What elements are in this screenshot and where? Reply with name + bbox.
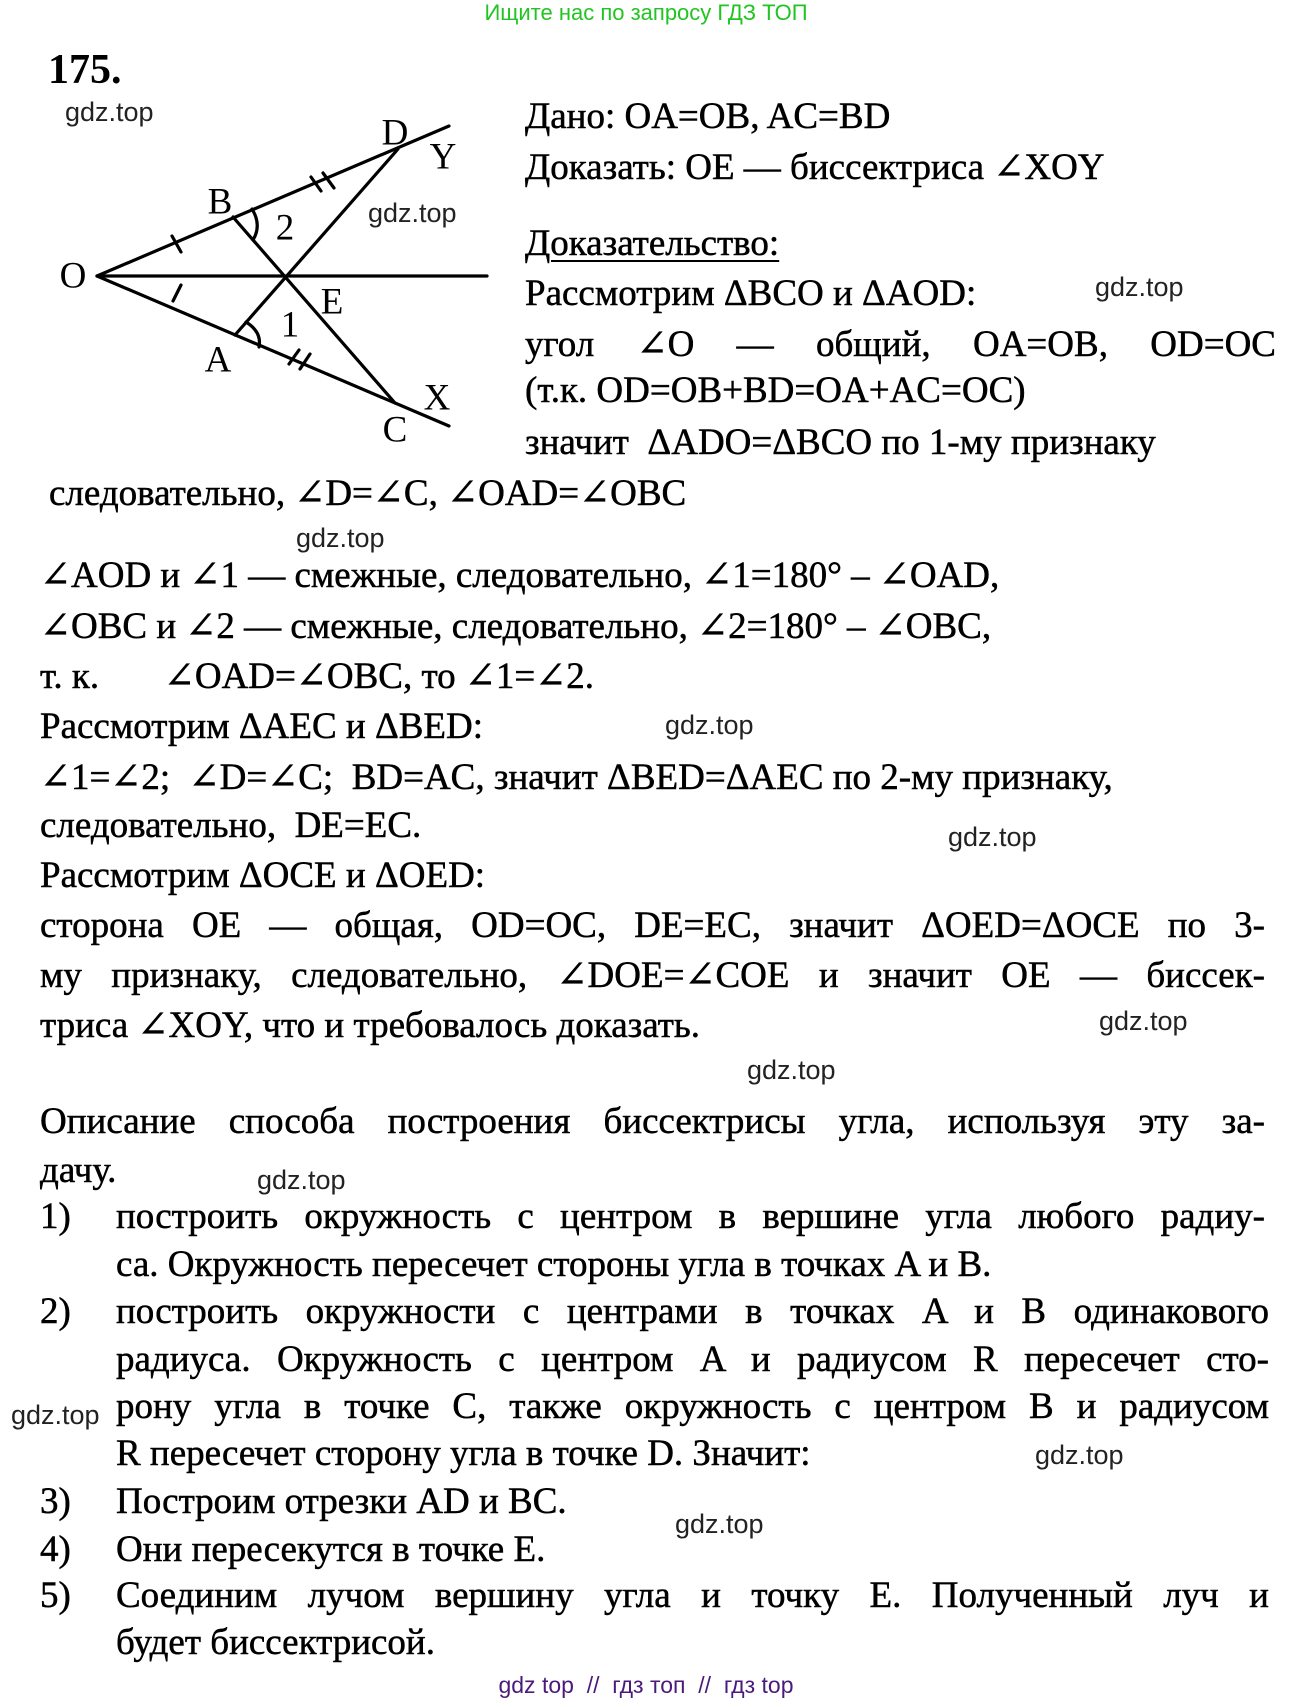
- problem-number: 175.: [48, 47, 122, 93]
- label-b: B: [207, 181, 233, 223]
- step-number: 4): [40, 1529, 71, 1570]
- search-banner: Ищите нас по запросу ГДЗ ТОП: [484, 0, 808, 25]
- step-line: Соединим лучом вершину угла и точку E. Полученный луч и: [116, 1575, 1269, 1616]
- angle-2-arc: [252, 209, 257, 240]
- proof-line: Рассмотрим ΔBCO и ΔAOD:: [525, 273, 977, 314]
- watermark: gdz.top: [11, 1400, 100, 1430]
- proof-line: сторона OE — общая, OD=OC, DE=EC, значит ΔOED=ΔOCE по 3-: [40, 905, 1265, 946]
- step-line: Они пересекутся в точке E.: [116, 1529, 546, 1570]
- proof-line: ∠AOD и ∠1 — смежные, следовательно, ∠1=180° – ∠OAD,: [40, 555, 1000, 596]
- step-line: будет биссектрисой.: [116, 1622, 435, 1663]
- proof-line: ∠1=∠2; ∠D=∠C; BD=AC, значит ΔBED=ΔAEC по 2-му признаку,: [40, 757, 1113, 798]
- watermark: gdz.top: [665, 710, 754, 740]
- watermark: gdz.top: [747, 1055, 836, 1085]
- construction-intro: Описание способа построения биссектрисы угла, используя эту за-: [40, 1101, 1265, 1142]
- footer-watermark: gdz top // гдз топ // гдз top: [498, 1672, 794, 1698]
- step-number: 2): [40, 1291, 71, 1332]
- watermark: gdz.top: [948, 822, 1037, 852]
- watermark: gdz.top: [1095, 272, 1184, 302]
- construction-intro: дачу.: [40, 1150, 117, 1191]
- proof-line: следовательно, ∠D=∠C, ∠OAD=∠OBC: [49, 473, 687, 514]
- watermark: gdz.top: [368, 198, 457, 228]
- proof-line: триса ∠XOY, что и требовалось доказать.: [40, 1005, 701, 1046]
- watermark: gdz.top: [1035, 1440, 1124, 1470]
- proof-line: Рассмотрим ΔAEC и ΔBED:: [40, 706, 484, 747]
- label-o: O: [59, 255, 87, 297]
- proof-line: (т.к. OD=OB+BD=OA+AC=OC): [525, 370, 1026, 411]
- label-angle-2: 2: [275, 207, 295, 249]
- step-number: 3): [40, 1481, 71, 1522]
- proof-line: ∠OBC и ∠2 — смежные, следовательно, ∠2=180° – ∠OBC,: [40, 606, 992, 647]
- proof-line: му признаку, следовательно, ∠DOE=∠COE и значит OE — биссек-: [40, 955, 1265, 996]
- step-line: са. Окружность пересечет стороны угла в точках A и B.: [116, 1244, 992, 1285]
- step-line: рону угла в точке C, также окружность с центром B и радиусом: [116, 1386, 1269, 1427]
- step-number: 5): [40, 1575, 71, 1616]
- proof-line: т. к. ∠OAD=∠OBC, то ∠1=∠2.: [40, 656, 595, 697]
- label-c: C: [382, 409, 408, 450]
- proof-line: значит ΔADO=ΔBCO по 1-му признаку: [525, 422, 1156, 463]
- watermark: gdz.top: [296, 523, 385, 553]
- label-y: Y: [429, 136, 457, 178]
- step-number: 1): [40, 1196, 71, 1237]
- step-line: Построим отрезки AD и BC.: [116, 1481, 567, 1522]
- proof-line: следовательно, DE=EC.: [40, 805, 422, 846]
- label-x: X: [423, 377, 451, 419]
- proof-line: угол ∠O — общий, OA=OB, OD=OC: [525, 324, 1276, 365]
- watermark: gdz.top: [1099, 1006, 1188, 1036]
- segment-ad: [235, 149, 398, 335]
- watermark: gdz.top: [257, 1165, 346, 1195]
- given: Дано: OA=OB, AC=BD: [525, 96, 891, 137]
- tick-oa: [173, 285, 181, 301]
- proof-heading: Доказательство:: [525, 223, 780, 264]
- to-prove: Доказать: OE — биссектриса ∠XOY: [525, 147, 1105, 188]
- label-angle-1: 1: [280, 304, 300, 346]
- label-e: E: [320, 281, 344, 323]
- step-line: R пересечет сторону угла в точке D. Значит:: [116, 1433, 811, 1474]
- label-a: A: [204, 339, 232, 381]
- watermark: gdz.top: [65, 97, 154, 127]
- step-line: построить окружность с центром в вершине угла любого радиу-: [116, 1196, 1265, 1237]
- step-line: радиуса. Окружность с центром A и радиусом R пересечет сто-: [116, 1339, 1269, 1380]
- watermark: gdz.top: [675, 1509, 764, 1539]
- label-d: D: [381, 112, 409, 154]
- proof-line: Рассмотрим ΔOCE и ΔOED:: [40, 855, 486, 896]
- step-line: построить окружности с центрами в точках A и B одинакового: [116, 1291, 1269, 1332]
